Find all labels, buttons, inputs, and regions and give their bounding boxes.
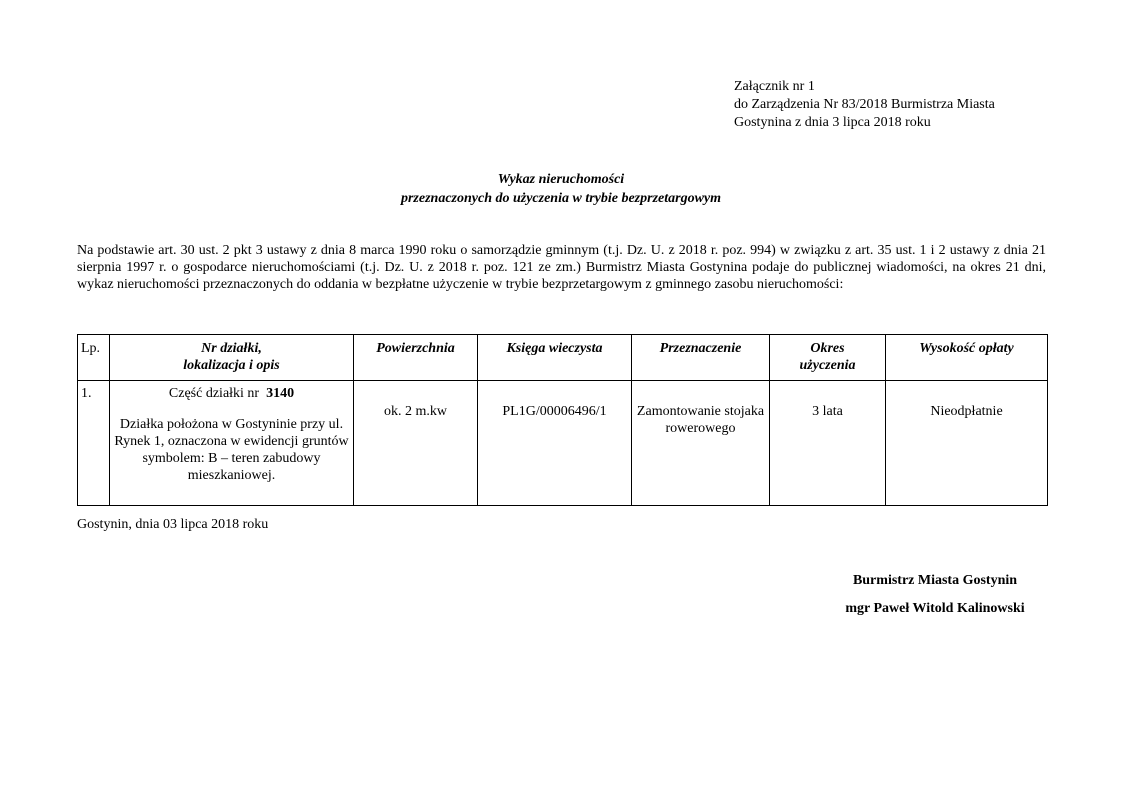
table-header-row <box>78 335 1048 381</box>
header-period <box>770 335 886 381</box>
header-period-line-2: użyczenia <box>799 358 856 373</box>
cell-lp: 1. <box>78 381 110 506</box>
plot-prefix: Część działki nr <box>168 386 260 401</box>
header-period-line-1: Okres <box>810 341 845 356</box>
header-plot <box>110 335 354 381</box>
document-title <box>0 170 1122 208</box>
cell-plot <box>110 381 354 506</box>
table-row <box>78 381 1048 506</box>
title-line-1: Wykaz nieruchomości <box>497 172 625 187</box>
cell-land-register: PL1G/00006496/1 <box>478 381 632 506</box>
annex-line-2: do Zarządzenia Nr 83/2018 Burmistrza Miasta <box>734 97 995 112</box>
annex-line-3: Gostynina z dnia 3 lipca 2018 roku <box>734 115 931 130</box>
annex-header <box>734 78 995 132</box>
plot-number-line <box>114 385 349 402</box>
header-plot-line-1: Nr działki, <box>201 341 262 356</box>
header-lp: Lp. <box>78 335 110 381</box>
signature-title: Burmistrz Miasta Gostynin <box>852 573 1018 588</box>
header-purpose: Przeznaczenie <box>632 335 770 381</box>
signature-name: mgr Paweł Witold Kalinowski <box>845 601 1025 616</box>
property-table <box>77 334 1048 506</box>
header-area: Powierzchnia <box>354 335 478 381</box>
intro-paragraph: Na podstawie art. 30 ust. 2 pkt 3 ustawy z dnia 8 marca 1990 roku o samorządzie gminnym (t.j. Dz. U. z 2018 r. poz. 994) w związku z art. 35 ust. 1 i 2 ustawy z dnia 21 sierpnia 1997 r. o gospodarce nieruchomościami (t.j. Dz. U. z 2018 r. poz. 121 ze zm.) Burmistrz Miasta Gostynina podaje do publicznej wiadomości, na okres 21 dni, wykaz nieruchomości przeznaczonych do oddania w bezpłatne użyczenie w trybie bezprzetargowym z gminnego zasobu nieruchomości: <box>77 243 1046 292</box>
cell-purpose: Zamontowanie stojaka rowerowego <box>632 381 770 506</box>
date-place: Gostynin, dnia 03 lipca 2018 roku <box>77 517 269 532</box>
header-land-register: Księga wieczysta <box>478 335 632 381</box>
plot-number: 3140 <box>266 386 295 401</box>
annex-line-1: Załącznik nr 1 <box>734 79 815 94</box>
header-fee: Wysokość opłaty <box>886 335 1048 381</box>
cell-fee: Nieodpłatnie <box>886 381 1048 506</box>
title-line-2: przeznaczonych do użyczenia w trybie bezprzetargowym <box>400 191 722 206</box>
cell-period: 3 lata <box>770 381 886 506</box>
header-plot-line-2: lokalizacja i opis <box>183 358 280 373</box>
cell-area: ok. 2 m.kw <box>354 381 478 506</box>
plot-description: Działka położona w Gostyninie przy ul. Rynek 1, oznaczona w ewidencji gruntów symbolem: B – teren zabudowy mieszkaniowej. <box>114 417 349 483</box>
